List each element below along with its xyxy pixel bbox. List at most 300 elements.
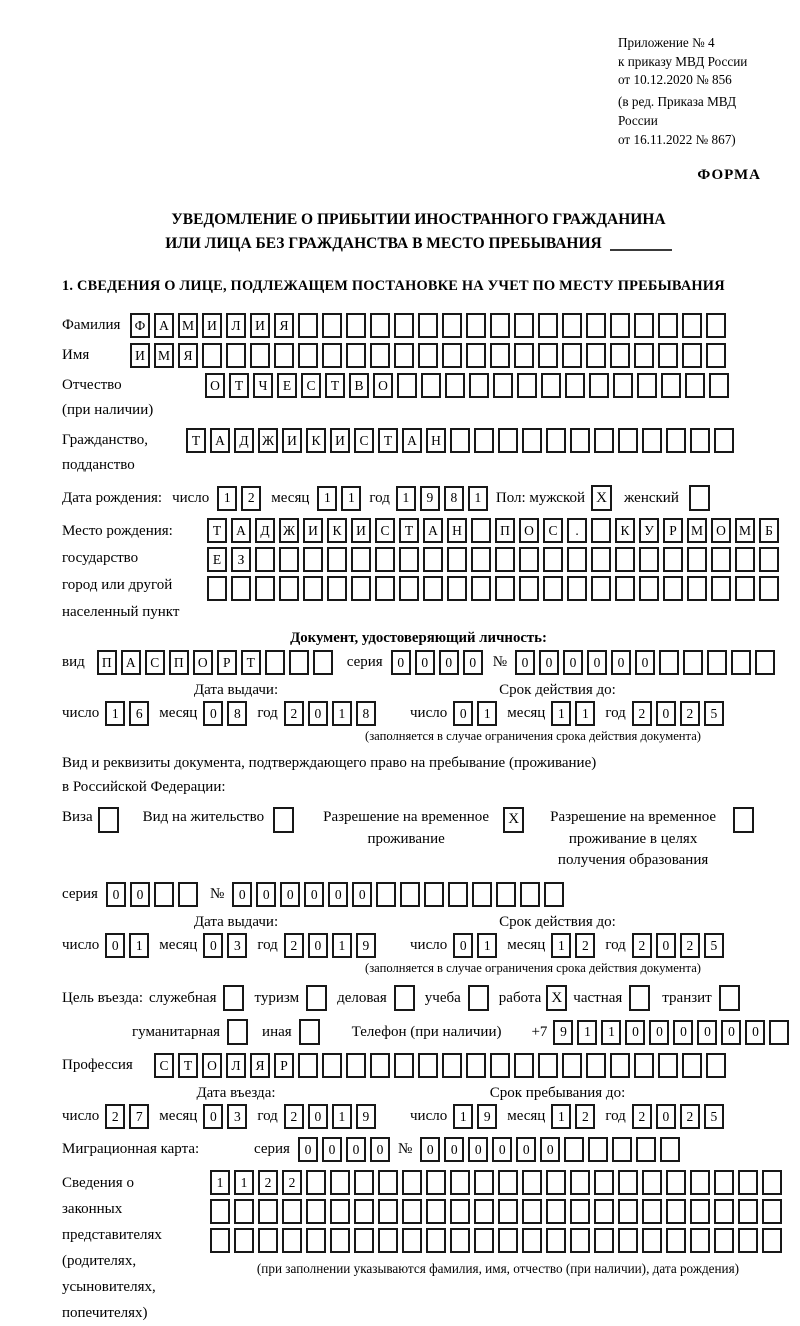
char-box[interactable]: 2 <box>680 933 700 958</box>
char-box[interactable] <box>663 547 683 572</box>
char-box[interactable] <box>570 1199 590 1224</box>
char-box[interactable] <box>495 547 515 572</box>
char-box[interactable]: 1 <box>551 1104 571 1129</box>
char-box[interactable]: 2 <box>632 1104 652 1129</box>
char-box[interactable]: 9 <box>420 486 440 511</box>
char-box[interactable]: 1 <box>551 933 571 958</box>
char-box[interactable]: В <box>349 373 369 398</box>
char-box[interactable] <box>378 1170 398 1195</box>
char-box[interactable] <box>762 1170 782 1195</box>
char-box[interactable]: 0 <box>322 1137 342 1162</box>
char-box[interactable] <box>642 1170 662 1195</box>
char-box[interactable]: 2 <box>284 701 304 726</box>
char-box[interactable] <box>474 1228 494 1253</box>
char-box[interactable]: 1 <box>332 701 352 726</box>
char-box[interactable] <box>469 373 489 398</box>
char-box[interactable]: 1 <box>332 1104 352 1129</box>
char-box[interactable] <box>634 313 654 338</box>
char-box[interactable] <box>738 1228 758 1253</box>
char-box[interactable] <box>282 1228 302 1253</box>
char-box[interactable] <box>610 343 630 368</box>
char-box[interactable] <box>306 1199 326 1224</box>
char-box[interactable] <box>618 1199 638 1224</box>
char-box[interactable] <box>346 313 366 338</box>
char-box[interactable] <box>714 428 734 453</box>
char-box[interactable]: О <box>205 373 225 398</box>
char-box[interactable] <box>570 1228 590 1253</box>
char-box[interactable]: И <box>250 313 270 338</box>
char-box[interactable] <box>322 313 342 338</box>
char-box[interactable] <box>370 343 390 368</box>
char-box[interactable] <box>418 1053 438 1078</box>
char-box[interactable]: 0 <box>656 701 676 726</box>
char-box[interactable]: 0 <box>697 1020 717 1045</box>
char-box[interactable]: 1 <box>234 1170 254 1195</box>
char-box[interactable]: 0 <box>463 650 483 675</box>
char-box[interactable] <box>154 882 174 907</box>
char-box[interactable]: 0 <box>420 1137 440 1162</box>
char-box[interactable] <box>255 576 275 601</box>
char-box[interactable] <box>685 373 705 398</box>
char-box[interactable] <box>522 1228 542 1253</box>
char-box[interactable] <box>543 547 563 572</box>
char-box[interactable] <box>394 1053 414 1078</box>
char-box[interactable] <box>327 547 347 572</box>
char-box[interactable]: 0 <box>656 1104 676 1129</box>
char-box[interactable] <box>378 1228 398 1253</box>
female-checkbox[interactable] <box>689 485 710 511</box>
char-box[interactable] <box>594 1199 614 1224</box>
char-box[interactable]: 0 <box>587 650 607 675</box>
char-box[interactable]: 0 <box>611 650 631 675</box>
char-box[interactable]: 2 <box>258 1170 278 1195</box>
char-box[interactable] <box>258 1228 278 1253</box>
char-box[interactable]: А <box>423 518 443 543</box>
char-box[interactable] <box>448 882 468 907</box>
char-box[interactable] <box>354 1170 374 1195</box>
char-box[interactable] <box>298 313 318 338</box>
char-box[interactable]: Т <box>229 373 249 398</box>
char-box[interactable]: 3 <box>227 933 247 958</box>
char-box[interactable]: 9 <box>477 1104 497 1129</box>
char-box[interactable]: 0 <box>280 882 300 907</box>
char-box[interactable]: А <box>154 313 174 338</box>
char-box[interactable]: У <box>639 518 659 543</box>
char-box[interactable]: 0 <box>635 650 655 675</box>
char-box[interactable] <box>498 1228 518 1253</box>
char-box[interactable]: С <box>354 428 374 453</box>
char-box[interactable]: 0 <box>298 1137 318 1162</box>
char-box[interactable] <box>517 373 537 398</box>
char-box[interactable]: 9 <box>553 1020 573 1045</box>
char-box[interactable] <box>538 313 558 338</box>
char-box[interactable]: 1 <box>341 486 361 511</box>
char-box[interactable] <box>562 343 582 368</box>
char-box[interactable]: Р <box>217 650 237 675</box>
char-box[interactable]: 0 <box>539 650 559 675</box>
char-box[interactable] <box>594 1170 614 1195</box>
char-box[interactable] <box>397 373 417 398</box>
char-box[interactable] <box>738 1170 758 1195</box>
char-box[interactable] <box>514 313 534 338</box>
residence-permit-checkbox[interactable] <box>273 807 294 833</box>
char-box[interactable] <box>450 428 470 453</box>
char-box[interactable]: Я <box>178 343 198 368</box>
char-box[interactable] <box>450 1170 470 1195</box>
char-box[interactable]: 0 <box>130 882 150 907</box>
char-box[interactable]: 0 <box>516 1137 536 1162</box>
char-box[interactable]: Л <box>226 313 246 338</box>
char-box[interactable]: И <box>303 518 323 543</box>
char-box[interactable]: 2 <box>284 1104 304 1129</box>
char-box[interactable]: 0 <box>515 650 535 675</box>
char-box[interactable]: М <box>154 343 174 368</box>
official-checkbox[interactable] <box>223 985 244 1011</box>
char-box[interactable]: Ж <box>279 518 299 543</box>
char-box[interactable]: 0 <box>656 933 676 958</box>
char-box[interactable] <box>666 428 686 453</box>
char-box[interactable] <box>706 1053 726 1078</box>
char-box[interactable] <box>562 313 582 338</box>
char-box[interactable] <box>231 576 251 601</box>
char-box[interactable]: 0 <box>563 650 583 675</box>
char-box[interactable] <box>519 547 539 572</box>
temp-residence-checkbox[interactable]: X <box>503 807 524 833</box>
char-box[interactable] <box>612 1137 632 1162</box>
char-box[interactable] <box>615 576 635 601</box>
char-box[interactable]: Ж <box>258 428 278 453</box>
char-box[interactable] <box>279 576 299 601</box>
char-box[interactable] <box>234 1199 254 1224</box>
char-box[interactable]: Т <box>178 1053 198 1078</box>
char-box[interactable]: И <box>202 313 222 338</box>
char-box[interactable] <box>255 547 275 572</box>
char-box[interactable]: Т <box>399 518 419 543</box>
char-box[interactable]: Т <box>325 373 345 398</box>
char-box[interactable]: 0 <box>105 933 125 958</box>
char-box[interactable]: 0 <box>256 882 276 907</box>
char-box[interactable] <box>250 343 270 368</box>
char-box[interactable]: Е <box>277 373 297 398</box>
char-box[interactable]: Л <box>226 1053 246 1078</box>
humanitarian-checkbox[interactable] <box>227 1019 248 1045</box>
char-box[interactable]: 2 <box>632 933 652 958</box>
char-box[interactable]: Е <box>207 547 227 572</box>
char-box[interactable] <box>472 882 492 907</box>
char-box[interactable]: 1 <box>317 486 337 511</box>
char-box[interactable] <box>402 1170 422 1195</box>
char-box[interactable]: Ф <box>130 313 150 338</box>
char-box[interactable] <box>418 313 438 338</box>
char-box[interactable]: 0 <box>439 650 459 675</box>
char-box[interactable]: 0 <box>540 1137 560 1162</box>
char-box[interactable]: 5 <box>704 933 724 958</box>
char-box[interactable] <box>658 343 678 368</box>
char-box[interactable] <box>594 1228 614 1253</box>
char-box[interactable] <box>426 1199 446 1224</box>
char-box[interactable]: А <box>231 518 251 543</box>
char-box[interactable] <box>445 373 465 398</box>
char-box[interactable] <box>522 1199 542 1224</box>
char-box[interactable]: 2 <box>575 933 595 958</box>
char-box[interactable] <box>522 428 542 453</box>
char-box[interactable] <box>354 1199 374 1224</box>
char-box[interactable] <box>493 373 513 398</box>
char-box[interactable]: 2 <box>680 701 700 726</box>
char-box[interactable] <box>394 343 414 368</box>
char-box[interactable]: 2 <box>241 486 261 511</box>
char-box[interactable] <box>591 518 611 543</box>
char-box[interactable] <box>351 576 371 601</box>
char-box[interactable] <box>589 373 609 398</box>
char-box[interactable] <box>658 1053 678 1078</box>
tourism-checkbox[interactable] <box>306 985 327 1011</box>
char-box[interactable]: Д <box>234 428 254 453</box>
char-box[interactable] <box>618 1228 638 1253</box>
char-box[interactable] <box>399 547 419 572</box>
private-checkbox[interactable] <box>629 985 650 1011</box>
char-box[interactable] <box>474 428 494 453</box>
char-box[interactable]: А <box>210 428 230 453</box>
char-box[interactable]: О <box>519 518 539 543</box>
char-box[interactable] <box>346 343 366 368</box>
char-box[interactable]: К <box>615 518 635 543</box>
char-box[interactable] <box>707 650 727 675</box>
char-box[interactable] <box>447 547 467 572</box>
char-box[interactable] <box>202 343 222 368</box>
char-box[interactable] <box>613 373 633 398</box>
char-box[interactable]: 0 <box>444 1137 464 1162</box>
char-box[interactable] <box>636 1137 656 1162</box>
char-box[interactable] <box>658 313 678 338</box>
char-box[interactable] <box>522 1170 542 1195</box>
char-box[interactable] <box>738 1199 758 1224</box>
char-box[interactable] <box>586 1053 606 1078</box>
char-box[interactable]: 1 <box>332 933 352 958</box>
char-box[interactable] <box>634 343 654 368</box>
char-box[interactable] <box>424 882 444 907</box>
char-box[interactable] <box>298 343 318 368</box>
char-box[interactable]: 1 <box>396 486 416 511</box>
char-box[interactable] <box>298 1053 318 1078</box>
char-box[interactable] <box>370 1053 390 1078</box>
char-box[interactable] <box>234 1228 254 1253</box>
char-box[interactable]: П <box>97 650 117 675</box>
char-box[interactable] <box>330 1199 350 1224</box>
char-box[interactable]: Н <box>426 428 446 453</box>
char-box[interactable] <box>514 343 534 368</box>
char-box[interactable]: 0 <box>328 882 348 907</box>
char-box[interactable] <box>490 343 510 368</box>
char-box[interactable]: 0 <box>308 701 328 726</box>
char-box[interactable] <box>375 547 395 572</box>
char-box[interactable] <box>498 1170 518 1195</box>
char-box[interactable] <box>265 650 285 675</box>
char-box[interactable]: А <box>402 428 422 453</box>
char-box[interactable] <box>306 1228 326 1253</box>
char-box[interactable] <box>303 576 323 601</box>
char-box[interactable] <box>682 343 702 368</box>
char-box[interactable] <box>570 428 590 453</box>
char-box[interactable]: 5 <box>704 701 724 726</box>
char-box[interactable] <box>682 1053 702 1078</box>
char-box[interactable] <box>442 343 462 368</box>
char-box[interactable]: 1 <box>601 1020 621 1045</box>
char-box[interactable] <box>327 576 347 601</box>
char-box[interactable]: О <box>711 518 731 543</box>
char-box[interactable]: М <box>687 518 707 543</box>
char-box[interactable] <box>661 373 681 398</box>
char-box[interactable]: 9 <box>356 1104 376 1129</box>
char-box[interactable]: 0 <box>673 1020 693 1045</box>
char-box[interactable]: Р <box>663 518 683 543</box>
char-box[interactable] <box>546 1228 566 1253</box>
char-box[interactable]: 0 <box>415 650 435 675</box>
char-box[interactable] <box>637 373 657 398</box>
char-box[interactable]: 0 <box>304 882 324 907</box>
char-box[interactable]: М <box>178 313 198 338</box>
char-box[interactable] <box>466 343 486 368</box>
char-box[interactable] <box>591 576 611 601</box>
char-box[interactable]: 1 <box>453 1104 473 1129</box>
char-box[interactable] <box>399 576 419 601</box>
char-box[interactable] <box>178 882 198 907</box>
char-box[interactable] <box>274 343 294 368</box>
char-box[interactable] <box>591 547 611 572</box>
visa-checkbox[interactable] <box>98 807 119 833</box>
char-box[interactable] <box>762 1228 782 1253</box>
char-box[interactable] <box>660 1137 680 1162</box>
char-box[interactable] <box>378 1199 398 1224</box>
char-box[interactable]: 0 <box>492 1137 512 1162</box>
char-box[interactable] <box>615 547 635 572</box>
char-box[interactable]: К <box>327 518 347 543</box>
char-box[interactable] <box>351 547 371 572</box>
char-box[interactable] <box>447 576 467 601</box>
char-box[interactable] <box>330 1228 350 1253</box>
char-box[interactable] <box>663 576 683 601</box>
transit-checkbox[interactable] <box>719 985 740 1011</box>
char-box[interactable] <box>330 1170 350 1195</box>
char-box[interactable]: 0 <box>453 933 473 958</box>
char-box[interactable] <box>642 1228 662 1253</box>
char-box[interactable]: 0 <box>203 701 223 726</box>
char-box[interactable]: П <box>169 650 189 675</box>
char-box[interactable] <box>543 576 563 601</box>
char-box[interactable] <box>769 1020 789 1045</box>
other-checkbox[interactable] <box>299 1019 320 1045</box>
char-box[interactable] <box>498 1199 518 1224</box>
char-box[interactable]: 2 <box>284 933 304 958</box>
char-box[interactable]: Я <box>250 1053 270 1078</box>
char-box[interactable] <box>544 882 564 907</box>
char-box[interactable] <box>659 650 679 675</box>
char-box[interactable]: К <box>306 428 326 453</box>
char-box[interactable]: 0 <box>203 933 223 958</box>
char-box[interactable] <box>546 1170 566 1195</box>
char-box[interactable] <box>690 1228 710 1253</box>
char-box[interactable] <box>683 650 703 675</box>
char-box[interactable]: 0 <box>370 1137 390 1162</box>
char-box[interactable]: . <box>567 518 587 543</box>
char-box[interactable] <box>565 373 585 398</box>
char-box[interactable] <box>541 373 561 398</box>
char-box[interactable] <box>423 576 443 601</box>
study-checkbox[interactable] <box>468 985 489 1011</box>
char-box[interactable] <box>570 1170 590 1195</box>
char-box[interactable] <box>375 576 395 601</box>
char-box[interactable] <box>714 1199 734 1224</box>
char-box[interactable] <box>538 1053 558 1078</box>
char-box[interactable]: Р <box>274 1053 294 1078</box>
char-box[interactable] <box>731 650 751 675</box>
char-box[interactable] <box>755 650 775 675</box>
char-box[interactable] <box>471 576 491 601</box>
char-box[interactable] <box>759 547 779 572</box>
char-box[interactable] <box>519 576 539 601</box>
char-box[interactable]: 6 <box>129 701 149 726</box>
char-box[interactable]: 0 <box>232 882 252 907</box>
char-box[interactable] <box>546 1199 566 1224</box>
char-box[interactable] <box>490 1053 510 1078</box>
char-box[interactable] <box>586 343 606 368</box>
char-box[interactable] <box>666 1228 686 1253</box>
char-box[interactable] <box>490 313 510 338</box>
char-box[interactable] <box>282 1199 302 1224</box>
char-box[interactable]: 2 <box>680 1104 700 1129</box>
char-box[interactable]: Б <box>759 518 779 543</box>
char-box[interactable] <box>546 428 566 453</box>
char-box[interactable]: 0 <box>346 1137 366 1162</box>
char-box[interactable] <box>426 1170 446 1195</box>
char-box[interactable] <box>313 650 333 675</box>
char-box[interactable] <box>642 428 662 453</box>
char-box[interactable]: 9 <box>356 933 376 958</box>
char-box[interactable]: 8 <box>227 701 247 726</box>
char-box[interactable]: 0 <box>453 701 473 726</box>
char-box[interactable] <box>394 313 414 338</box>
char-box[interactable] <box>735 547 755 572</box>
char-box[interactable] <box>711 547 731 572</box>
char-box[interactable]: И <box>351 518 371 543</box>
char-box[interactable]: 2 <box>105 1104 125 1129</box>
char-box[interactable]: З <box>231 547 251 572</box>
char-box[interactable] <box>496 882 516 907</box>
char-box[interactable] <box>289 650 309 675</box>
char-box[interactable] <box>495 576 515 601</box>
char-box[interactable]: 0 <box>308 1104 328 1129</box>
char-box[interactable]: С <box>375 518 395 543</box>
char-box[interactable] <box>279 547 299 572</box>
char-box[interactable]: 7 <box>129 1104 149 1129</box>
char-box[interactable] <box>498 428 518 453</box>
char-box[interactable]: 2 <box>282 1170 302 1195</box>
char-box[interactable] <box>450 1228 470 1253</box>
char-box[interactable]: 0 <box>649 1020 669 1045</box>
char-box[interactable]: С <box>301 373 321 398</box>
char-box[interactable]: 8 <box>444 486 464 511</box>
char-box[interactable] <box>402 1228 422 1253</box>
char-box[interactable] <box>759 576 779 601</box>
char-box[interactable]: 2 <box>632 701 652 726</box>
char-box[interactable]: Т <box>207 518 227 543</box>
char-box[interactable]: 2 <box>575 1104 595 1129</box>
char-box[interactable]: 1 <box>477 701 497 726</box>
char-box[interactable]: 0 <box>468 1137 488 1162</box>
char-box[interactable]: И <box>330 428 350 453</box>
char-box[interactable] <box>322 343 342 368</box>
char-box[interactable] <box>567 576 587 601</box>
